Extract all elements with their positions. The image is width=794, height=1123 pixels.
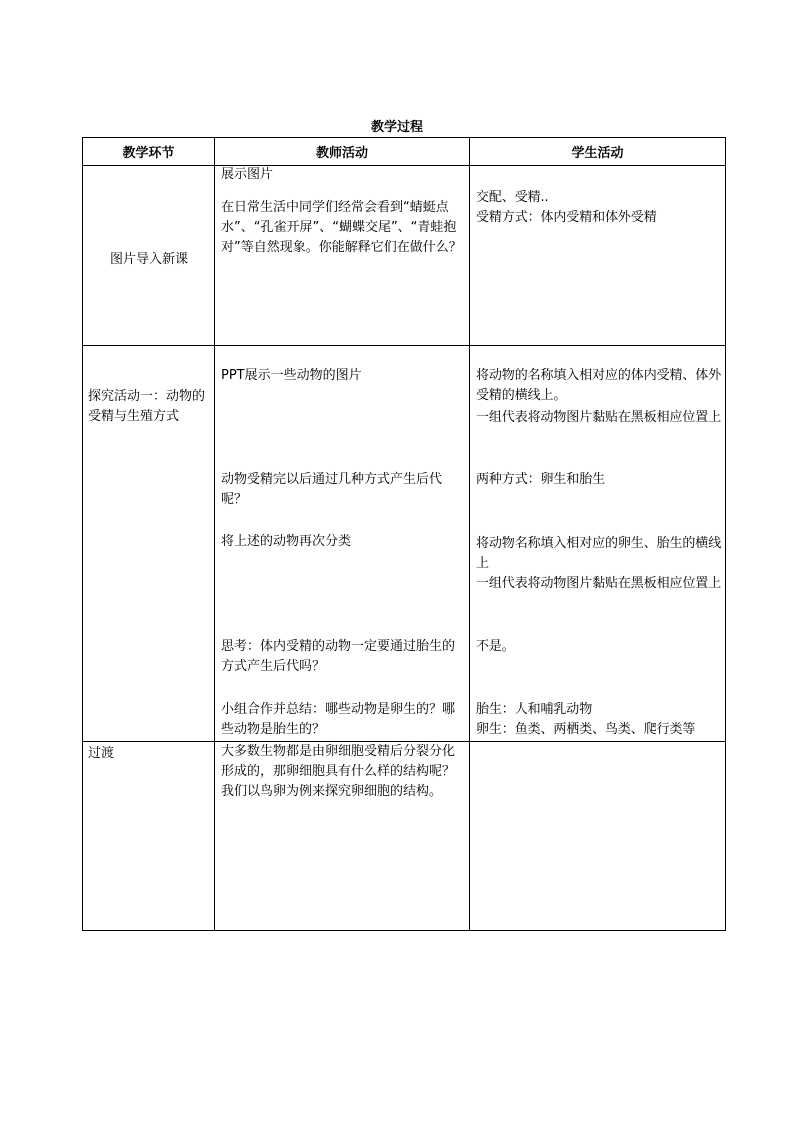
teacher-text: PPT展示一些动物的图片 bbox=[221, 368, 362, 383]
student-text: 一组代表将动物图片黏贴在黑板相应位置上 bbox=[476, 576, 722, 591]
teacher-text: 动物受精完以后通过几种方式产生后代呢？ bbox=[221, 472, 443, 507]
teacher-text: 在日常生活中同学们经常会看到“蜻蜓点水”、“孔雀开屏”、“蝴蝶交尾”、“青蛙抱对”等自然现象。你能解释它们在做什么？ bbox=[221, 200, 462, 255]
student-text: 将动物名称填入相对应的卵生、胎生的横线上 bbox=[476, 536, 722, 571]
student-text: 交配、受精.. bbox=[476, 190, 549, 205]
teaching-process-table bbox=[82, 137, 726, 931]
student-text: 胎生：人和哺乳动物 bbox=[476, 702, 593, 717]
table-row bbox=[83, 346, 726, 742]
student-cell bbox=[470, 742, 726, 931]
table-header-row bbox=[83, 138, 726, 166]
teacher-cell bbox=[215, 742, 470, 931]
student-text: 两种方式：卵生和胎生 bbox=[476, 472, 606, 487]
table-row bbox=[83, 166, 726, 346]
stage-label: 探究活动一：动物的受精与生殖方式 bbox=[88, 389, 206, 424]
teacher-cell bbox=[215, 166, 470, 346]
teacher-cell bbox=[215, 346, 470, 742]
teacher-text: 小组合作并总结：哪些动物是卵生的？哪些动物是胎生的？ bbox=[221, 702, 456, 737]
teacher-text: 展示图片 bbox=[221, 167, 274, 182]
stage-cell bbox=[83, 742, 215, 931]
student-text: 将动物的名称填入相对应的体内受精、体外受精的横线上。 bbox=[476, 368, 722, 403]
header-student-activity: 学生活动 bbox=[470, 138, 726, 166]
teacher-text: 思考：体内受精的动物一定要通过胎生的方式产生后代吗？ bbox=[221, 639, 456, 674]
student-text: 不是。 bbox=[476, 639, 515, 654]
header-teacher-activity: 教师活动 bbox=[215, 138, 470, 166]
stage-cell bbox=[83, 166, 215, 346]
table-row bbox=[83, 742, 726, 931]
student-cell bbox=[470, 166, 726, 346]
header-stage: 教学环节 bbox=[83, 138, 215, 166]
student-cell bbox=[470, 346, 726, 742]
student-text: 一组代表将动物图片黏贴在黑板相应位置上 bbox=[476, 410, 722, 425]
teacher-text: 大多数生物都是由卵细胞受精后分裂分化形成的，那卵细胞具有什么样的结构呢？我们以鸟卵为例来探究卵细胞的结构。 bbox=[221, 744, 456, 799]
stage-label: 过渡 bbox=[88, 746, 115, 761]
page-title: 教学过程 bbox=[370, 120, 423, 135]
stage-cell bbox=[83, 346, 215, 742]
teacher-text: 将上述的动物再次分类 bbox=[221, 534, 352, 549]
student-text: 受精方式：体内受精和体外受精 bbox=[476, 210, 657, 225]
stage-label: 图片导入新课 bbox=[109, 252, 188, 267]
student-text: 卵生：鱼类、两栖类、鸟类、爬行类等 bbox=[476, 722, 696, 737]
